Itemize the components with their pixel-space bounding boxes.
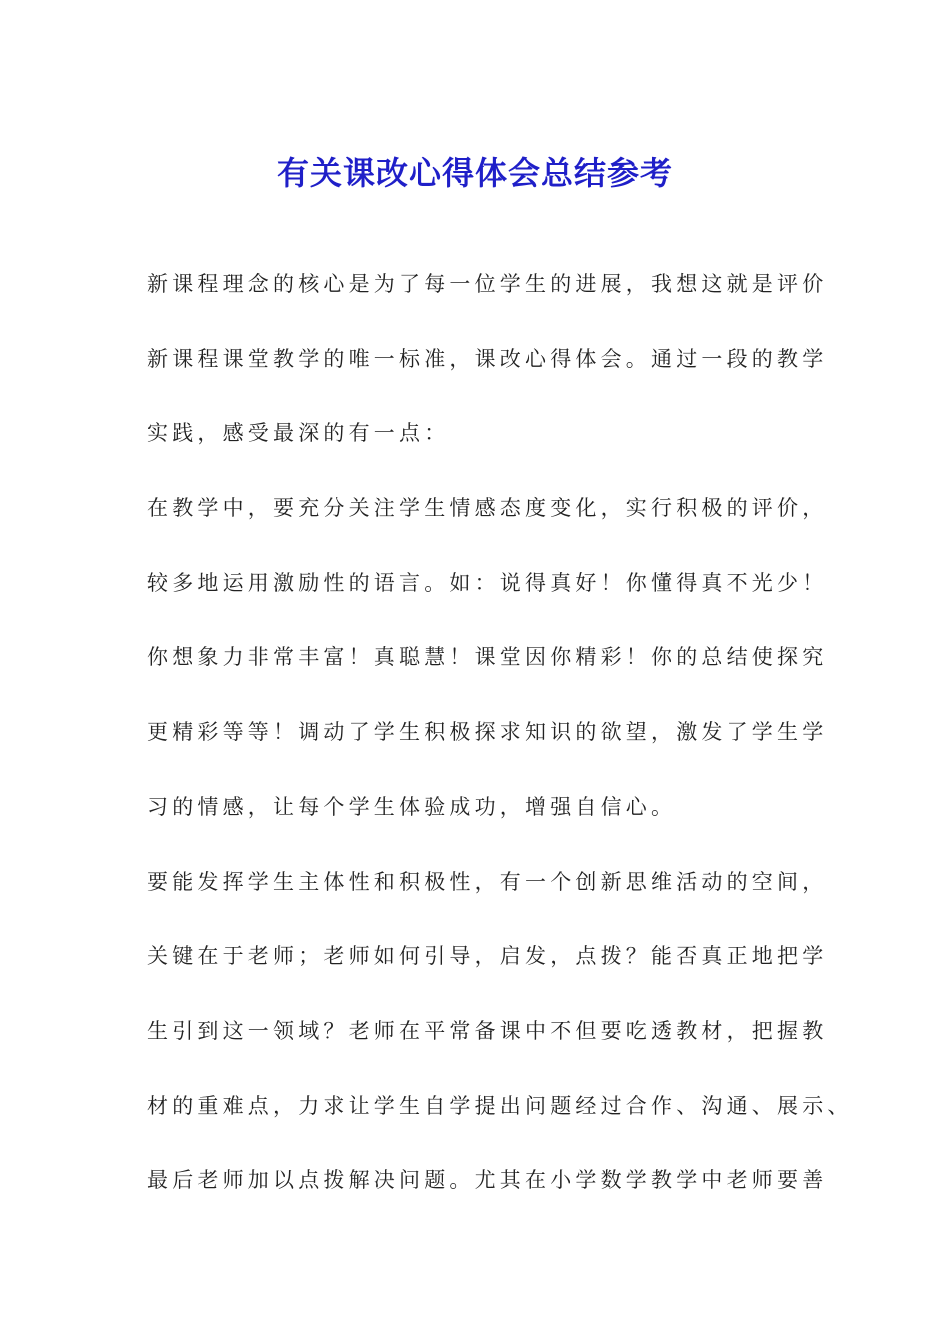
body-line: 材的重难点，力求让学生自学提出问题经过合作、沟通、展示、 [147, 1093, 853, 1118]
body-line: 更精彩等等！调动了学生积极探求知识的欲望，激发了学生学 [147, 720, 828, 745]
document-title: 有关课改心得体会总结参考 [276, 154, 673, 193]
body-line: 生引到这一领域？老师在平常备课中不但要吃透教材，把握教 [147, 1018, 828, 1043]
body-line: 较多地运用激励性的语言。如：说得真好！你懂得真不光少！ [147, 570, 828, 595]
body-line: 关键在于老师；老师如何引导，启发，点拨？能否真正地把学 [147, 944, 828, 969]
body-line: 最后老师加以点拨解决问题。尤其在小学数学教学中老师要善 [147, 1168, 828, 1193]
body-line: 你想象力非常丰富！真聪慧！课堂因你精彩！你的总结使探究 [147, 645, 828, 670]
body-line: 要能发挥学生主体性和积极性，有一个创新思维活动的空间， [147, 869, 828, 894]
body-line: 新课程理念的核心是为了每一位学生的进展，我想这就是评价 [147, 272, 828, 296]
document-body [147, 262, 853, 1233]
body-line: 新课程课堂教学的唯一标准，课改心得体会。通过一段的教学 [147, 346, 828, 371]
body-line: 实践，感受最深的有一点： [147, 421, 450, 446]
body-line: 习的情感，让每个学生体验成功，增强自信心。 [147, 794, 677, 819]
body-line: 在教学中，要充分关注学生情感态度变化，实行积极的评价， [147, 496, 828, 521]
